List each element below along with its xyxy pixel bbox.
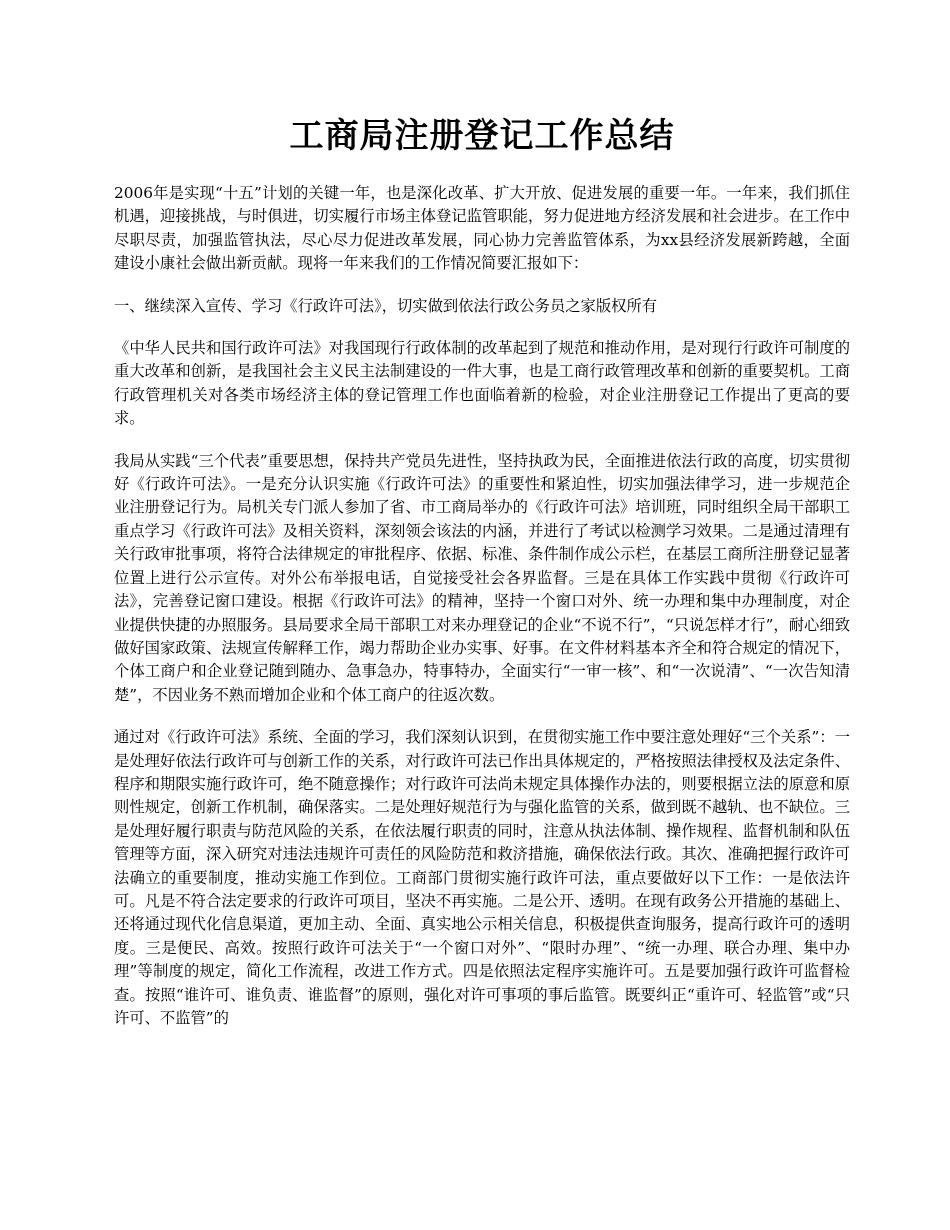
intro-paragraph: 2006年是实现“十五”计划的关键一年，也是深化改革、扩大开放、促进发展的重要一年。一年来，我们抓住机遇，迎接挑战，与时俱进，切实履行市场主体登记监管职能，努力促进地方经济发展和社会进步。在工作中尽职尽责，加强监管执法，尽心尽力促进改革发展，同心协力完善监管体系，为xx县经济发展新跨越，全面建设小康社会做出新贡献。现将一年来我们的工作情况简要汇报如下： (114, 184, 850, 273)
document-page (114, 112, 850, 1049)
document-title: 工商局注册登记工作总结 (289, 116, 675, 156)
section-heading-1: 一、继续深入宣传、学习《行政许可法》，切实做到依法行政公务员之家版权所有 (114, 296, 658, 315)
body-paragraph: 通过对《行政许可法》系统、全面的学习，我们深刻认识到，在贯彻实施工作中要注意处理好“三个关系”：一是处理好依法行政许可与创新工作的关系，对行政许可法已作出具体规定的，严格按照法律授权及法定条件、程序和期限实施行政许可，绝不随意操作；对行政许可法尚未规定具体操作办法的，则要根据立法的原意和原则性规定，创新工作机制，确保落实。二是处理好规范行为与强化监管的关系，做到既不越轨、也不缺位。三是处理好履行职责与防范风险的关系，在依法履行职责的同时，注意从执法体制、操作规程、监督机制和队伍管理等方面，深入研究对违法违规许可责任的风险防范和救济措施，确保依法行政。其次、准确把握行政许可法确立的重要制度，推动实施工作到位。工商部门贯彻实施行政许可法，重点要做好以下工作：一是依法许可。凡是不符合法定要求的行政许可项目，坚决不再实施。二是公开、透明。在现有政务公开措施的基础上、还将通过现代化信息渠道，更加主动、全面、真实地公示相关信息，积极提供查询服务，提高行政许可的透明度。三是便民、高效。按照行政许可法关于“一个窗口对外”、“限时办理”、“统一办理、联合办理、集中办理”等制度的规定，简化工作流程，改进工作方式。四是依照法定程序实施许可。五是要加强行政许可监督检查。按照“谁许可、谁负责、谁监督”的原则，强化对许可事项的事后监管。既要纠正“重许可、轻监管”或“只许可、不监管”的 (114, 728, 850, 1027)
body-paragraph: 我局从实践“三个代表”重要思想，保持共产党员先进性，坚持执政为民，全面推进依法行政的高度，切实贯彻好《行政许可法》。一是充分认识实施《行政许可法》的重要性和紧迫性，切实加强法律学习，进一步规范企业注册登记行为。局机关专门派人参加了省、市工商局举办的《行政许可法》培训班，同时组织全局干部职工重点学习《行政许可法》及相关资料，深刻领会该法的内涵，并进行了考试以检测学习效果。二是通过清理有关行政审批事项，将符合法律规定的审批程序、依据、标准、条件制作成公示栏，在基层工商所注册登记显著位置上进行公示宣传。对外公布举报电话，自觉接受社会各界监督。三是在具体工作实践中贯彻《行政许可法》，完善登记窗口建设。根据《行政许可法》的精神，坚持一个窗口对外、统一办理和集中办理制度，对企业提供快捷的办照服务。县局要求全局干部职工对来办理登记的企业“不说不行”，“只说怎样才行”，耐心细致做好国家政策、法规宣传解释工作，竭力帮助企业办实事、好事。在文件材料基本齐全和符合规定的情况下，个体工商户和企业登记随到随办、急事急办，特事特办，全面实行“一审一核”、和“一次说清”、“一次告知清楚”，不因业务不熟而增加企业和个体工商户的往返次数。 (114, 451, 850, 704)
body-paragraph: 《中华人民共和国行政许可法》对我国现行行政体制的改革起到了规范和推动作用，是对现行行政许可制度的重大改革和创新，是我国社会主义民主法制建设的一件大事，也是工商行政管理改革和创新的重要契机。工商行政管理机关对各类市场经济主体的登记管理工作也面临着新的检验，对企业注册登记工作提出了更高的要求。 (114, 339, 850, 428)
